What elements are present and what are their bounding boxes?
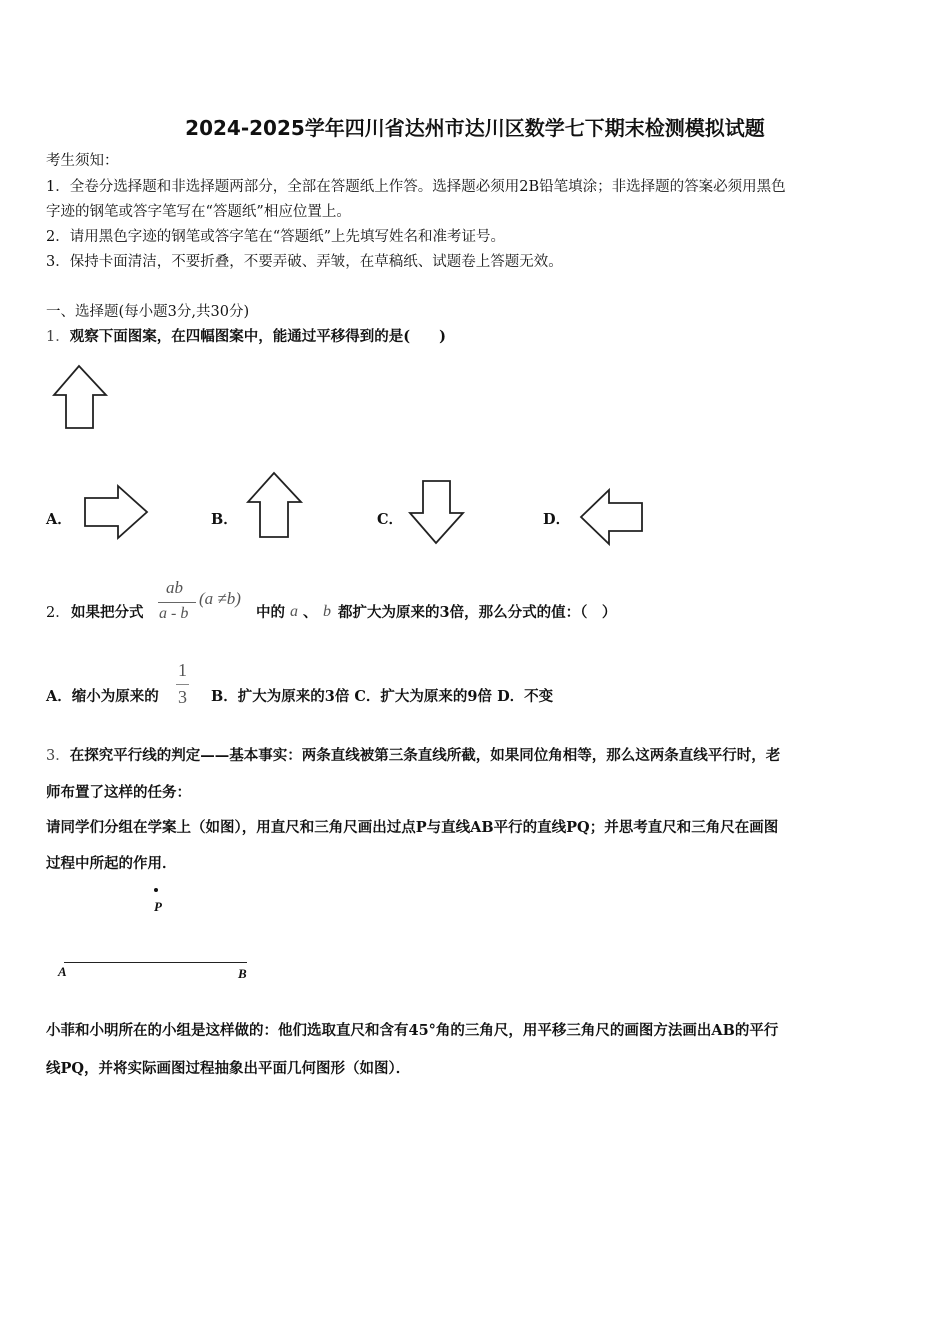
fraction-numerator: 1 [178,660,187,680]
question-2-middle: 中的 [256,604,285,621]
arrow-up-icon [246,471,304,539]
option-a[interactable]: A． [46,511,72,528]
question-3-line: 过程中所起的作用． [46,855,177,872]
option-d[interactable]: D． [543,511,571,528]
option-a[interactable]: A．缩小为原来的 [46,688,159,705]
question-number: 3． [46,748,70,764]
option-b[interactable]: B． [211,511,238,528]
question-3-line: 小菲和小明所在的小组是这样做的：他们选取直尺和含有45°角的三角尺，用平移三角尺的画图方法画出AB的平行 [46,1022,779,1039]
notice-item: 1．全卷分选择题和非选择题两部分，全部在答题纸上作答。选择题必须用2B铅笔填涂；非选择题的答案必须用黑色 [46,179,786,195]
page-title: 2024-2025学年四川省达州市达川区数学七下期末检测模拟试题 [185,116,765,140]
notice-heading: 考生须知： [46,153,119,169]
question-2-suffix: 都扩大为原来的3倍，那么分式的值：（ ） [338,604,617,621]
arrow-up-icon [52,364,110,430]
line-ab [64,962,247,963]
point-dot [154,888,158,892]
options-bcd[interactable]: B．扩大为原来的3倍 C．扩大为原来的9倍 D．不变 [211,688,554,705]
point-label-p: P [154,899,162,914]
question-2-prefix: 如果把分式 [71,604,144,621]
fraction-condition: (a ≠b) [199,589,241,608]
question-text: 观察下面图案，在四幅图案中，能通过平移得到的是( ) [69,328,446,345]
point-label-a: A [58,964,67,979]
point-label-b: B [238,966,247,981]
fraction-bar [158,602,196,603]
arrow-left-icon [579,488,645,546]
option-c[interactable]: C． [377,511,404,528]
question-2-number: 2． [46,605,70,621]
fraction-denominator: 3 [178,687,187,707]
question-3-line: 请同学们分组在学案上（如图），用直尺和三角尺画出过点P与直线AB平行的直线PQ；并思考直尺和三角尺在画图 [46,819,779,836]
question-number: 1． [46,329,70,345]
fraction-denominator: a - b [159,605,189,622]
section-heading: 一、选择题(每小题3分,共30分) [46,304,250,320]
question-3-line: 师布置了这样的任务： [46,784,191,801]
notice-item: 3．保持卡面清洁，不要折叠，不要弄破、弄皱，在草稿纸、试题卷上答题无效。 [46,254,563,270]
question-1 [46,327,446,347]
fraction-bar [176,684,189,685]
arrow-down-icon [408,479,466,545]
variable-b: b [323,603,331,620]
question-text: 在探究平行线的判定——基本事实：两条直线被第三条直线所截，如果同位角相等，那么这两条直线平行时，老 [69,747,781,764]
arrow-right-icon [83,484,149,540]
question-3-line [46,746,780,766]
fraction-numerator: ab [166,578,183,597]
separator: 、 [303,604,318,621]
variable-a: a [290,603,298,620]
notice-item: 2．请用黑色字迹的钢笔或答字笔在“答题纸”上先填写姓名和准考证号。 [46,229,506,245]
question-3-line: 线PQ，并将实际画图过程抽象出平面几何图形（如图）． [46,1060,411,1077]
notice-item: 字迹的钢笔或答字笔写在“答题纸”相应位置上。 [46,204,351,220]
